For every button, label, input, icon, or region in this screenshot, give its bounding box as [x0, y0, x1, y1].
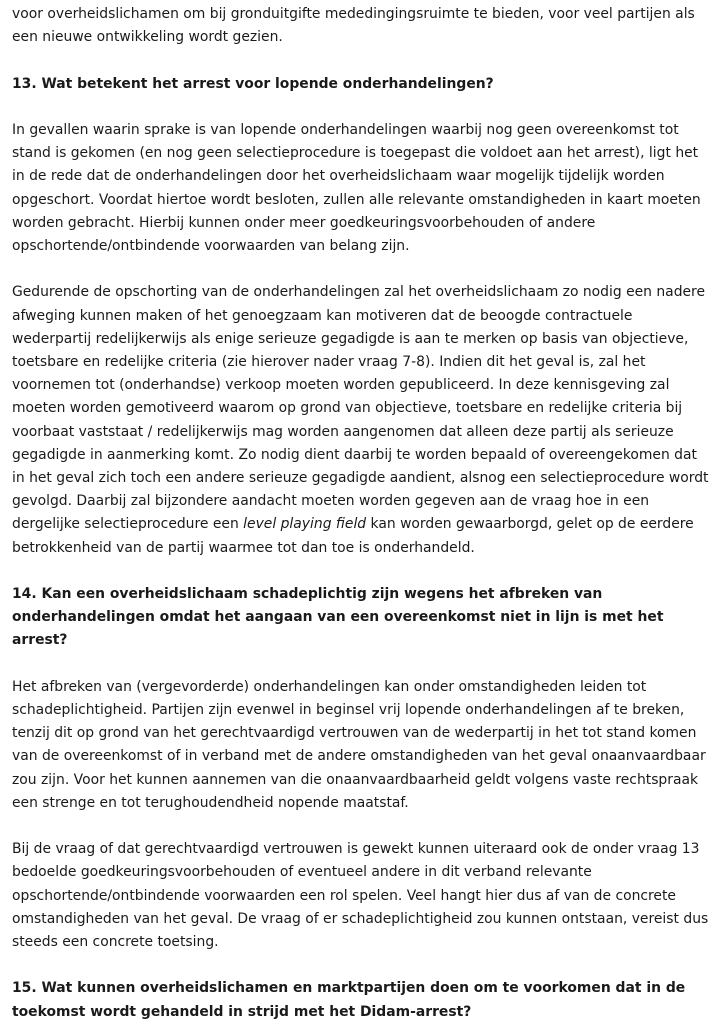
document-page: [12, 0, 712, 1024]
section-14-paragraph-1: Het afbreken van (vergevorderde) onderhandelingen kan onder omstandigheden leiden tot schadeplichtigheid. Partijen zijn evenwel in beginsel vrij lopende onderhandelingen af te breken, tenzij dit op grond van het gerechtvaardigd vertrouwen van de wederpartij in het tot stand komen van de overeenkomst of in verband met de andere omstandigheden van het geval onaanvaardbaar zou zijn. Voor het kunnen aannemen van die onaanvaardbaarheid geldt volgens vaste rechtspraak een strenge en tot terughoudendheid nopende maatstaf.: [12, 678, 706, 811]
section-13-heading: 13. Wat betekent het arrest voor lopende onderhandelingen?: [12, 75, 494, 92]
section-14-paragraph-2: Bij de vraag of dat gerechtvaardigd vertrouwen is gewekt kunnen uiteraard ook de onder vraag 13 bedoelde goedkeuringsvoorbehouden of eventueel andere in dit verband relevante opschortende/ontbindende voorwaarden een rol spelen. Veel hangt hier dus af van de concrete omstandigheden van het geval. De vraag of er schadeplichtigheid zou kunnen ontstaan, vereist dus steeds een concrete toetsing.: [12, 841, 709, 951]
section-15-heading: 15. Wat kunnen overheidslichamen en marktpartijen doen om te voorkomen dat in de toekomst wordt gehandeld in strijd met het Didam-arrest?: [12, 980, 686, 1020]
section-13-paragraph-1: In gevallen waarin sprake is van lopende onderhandelingen waarbij nog geen overeenkomst tot stand is gekomen (en nog geen selectieprocedure is toegepast die voldoet aan het arrest), ligt het in de rede dat de onderhandelingen door het overheidslichaam waar mogelijk tijdelijk worden opgeschort. Voordat hiertoe wordt besloten, zullen alle relevante omstandigheden in kaart moeten worden gebracht. Hierbij kunnen onder meer goedkeuringsvoorbehouden of andere opschortende/ontbindende voorwaarden van belang zijn.: [12, 121, 701, 254]
section-13-paragraph-2-text-b: kan worden gewaarborgd, gelet op de eerdere betrokkenheid van de partij waarmee tot dan toe is onderhandeld.: [12, 516, 694, 556]
section-13-paragraph-2-italic: level playing field: [243, 516, 367, 533]
section-13-paragraph-2: [12, 281, 712, 559]
intro-paragraph: voor overheidslichamen om bij gronduitgifte mededingingsruimte te bieden, voor veel partijen als een nieuwe ontwikkeling wordt gezien.: [12, 6, 695, 46]
section-14-heading: 14. Kan een overheidslichaam schadeplichtig zijn wegens het afbreken van onderhandelingen omdat het aangaan van een overeenkomst niet in lijn is met het arrest?: [12, 586, 664, 649]
section-13-paragraph-2-text-a: Gedurende de opschorting van de onderhandelingen zal het overheidslichaam zo nodig een nadere afweging kunnen maken of het genoegzaam kan motiveren dat de beoogde contractuele wederpartij redelijkerwijs als enige serieuze gegadigde is aan te merken op basis van objectieve, toetsbare en redelijke criteria (zie hierover nader vraag 7-8). Indien dit het geval is, zal het voornemen tot (onderhandse) verkoop moeten worden gepubliceerd. In deze kennisgeving zal moeten worden gemotiveerd waarom op grond van objectieve, toetsbare en redelijke criteria bij voorbaat vaststaat / redelijkerwijs mag worden aangenomen dat alleen deze partij als serieuze gegadigde in aanmerking komt. Zo nodig dient daarbij te worden bepaald of overeengekomen dat in het geval zich toch een andere serieuze gegadigde aandient, alsnog een selectieprocedure wordt gevolgd. Daarbij zal bijzondere aandacht moeten worden gegeven aan de vraag hoe in een dergelijke selectieprocedure een: [12, 284, 709, 533]
